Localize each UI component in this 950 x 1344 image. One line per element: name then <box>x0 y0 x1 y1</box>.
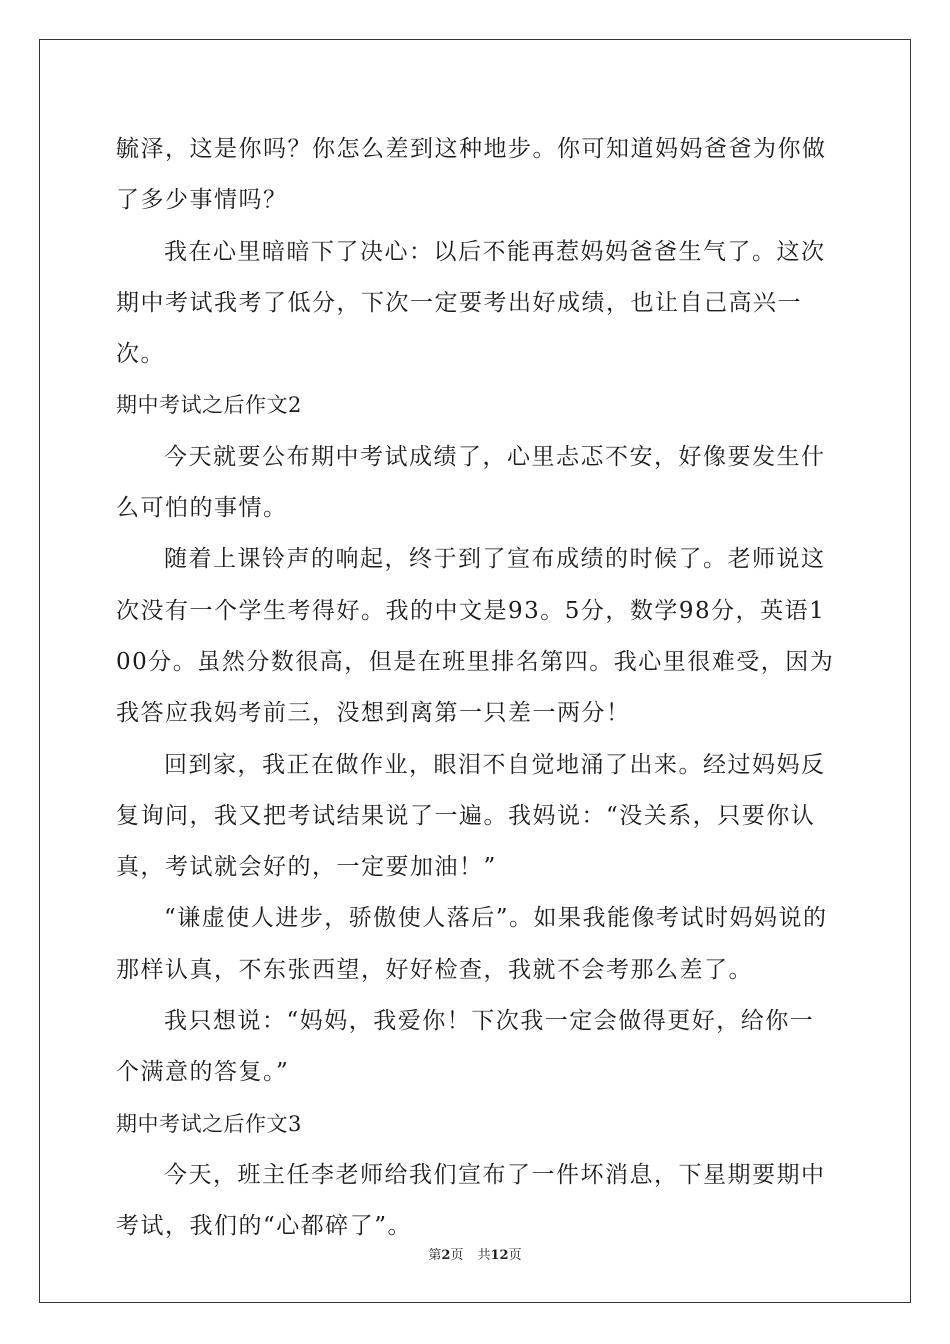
paragraph: “谦虚使人进步，骄傲使人落后”。如果我能像考试时妈妈说的那样认真，不东张西望，好好检查，我就不会考那么差了。 <box>116 905 828 983</box>
document-body <box>116 124 836 1253</box>
total-pages: 12 <box>490 1248 509 1263</box>
section-heading: 期中考试之后作文2 <box>116 393 302 418</box>
paragraph: 毓泽，这是你吗？你怎么差到这种地步。你可知道妈妈爸爸为你做了多少事情吗？ <box>116 136 827 214</box>
paragraph: 回到家，我正在做作业，眼泪不自觉地涌了出来。经过妈妈反复询问，我又把考试结果说了一遍。我妈说：“没关系，只要你认真，考试就会好的，一定要加油！” <box>116 751 826 881</box>
paragraph: 随着上课铃声的响起，终于到了宣布成绩的时候了。老师说这次没有一个学生考得好。我的中文是93。5分，数学98分，英语100分。虽然分数很高，但是在班里排名第四。我心里很难受，因为我答应我妈考前三，没想到离第一只差一两分！ <box>116 546 835 727</box>
paragraph: 我只想说：“妈妈，我爱你！下次我一定会做得更好，给你一个满意的答复。” <box>116 1008 815 1086</box>
page-prefix: 第 <box>428 1248 442 1263</box>
total-prefix: 共 <box>477 1248 491 1263</box>
page-suffix: 页 <box>450 1248 464 1263</box>
page-footer <box>0 1244 950 1263</box>
paragraph: 今天，班主任李老师给我们宣布了一件坏消息，下星期要期中考试，我们的“心都碎了”。 <box>116 1161 826 1240</box>
paragraph: 我在心里暗暗下了决心：以后不能再惹妈妈爸爸生气了。这次期中考试我考了低分，下次一定要考出好成绩，也让自己高兴一次。 <box>116 238 826 368</box>
total-suffix: 页 <box>508 1248 522 1263</box>
page-number: 2 <box>441 1248 451 1263</box>
paragraph: 今天就要公布期中考试成绩了，心里忐忑不安，好像要发生什么可怕的事情。 <box>116 443 826 522</box>
section-heading: 期中考试之后作文3 <box>116 1111 302 1136</box>
